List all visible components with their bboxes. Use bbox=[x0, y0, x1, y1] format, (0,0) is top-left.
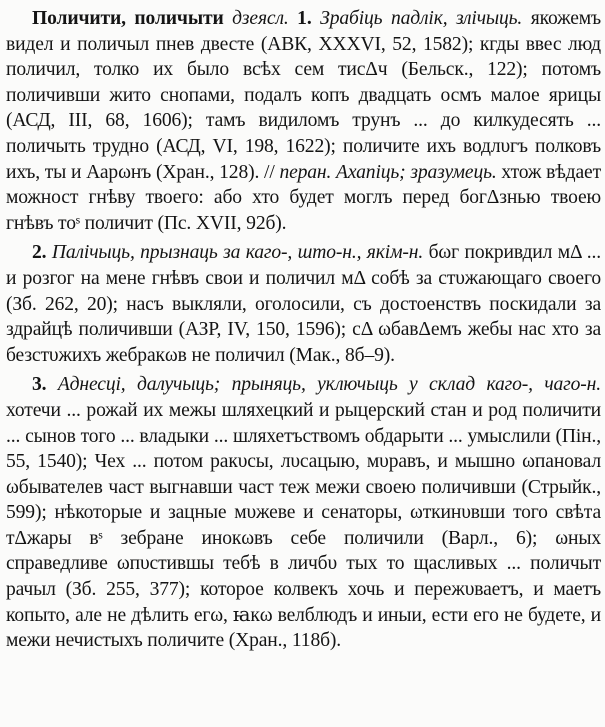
sense-number: 1. bbox=[297, 8, 312, 29]
sense-citations: якожемъ видел и поличыл пнев двесте (АВК, XXXVI, 52, 1582); кгды ввес люд поличил, толко их было всѣх сем тисΔч (Бельск., 122); потомъ поличивши жито снопами, подалъ копъ двадцать осмъ малое ярицы (АСД, III, 68, 1606); тамъ видиломъ трунъ ... до килкудесять ... поличыть трудно (АСД, VI, 198, 1622); поличите ихъ водлυгъ полковъ ихъ, ты и Аарωнъ (Хран., 128). // bbox=[6, 8, 602, 183]
dictionary-entry bbox=[6, 6, 601, 654]
sense-3 bbox=[6, 372, 601, 654]
sense-2 bbox=[6, 240, 601, 368]
subsense-definition: перан. Ахапіць; зразумець. bbox=[279, 161, 497, 183]
sense-number: 3. bbox=[32, 374, 47, 396]
headword: Поличити, поличыти bbox=[32, 8, 224, 29]
sense-citations: бωг покривдил мΔ ... и розгог на мене гнѣвъ свои и поличил мΔ собѣ за стυжающаго своего (Зб. 262, 20); насъ выкляли, оголосили, съ достоенствъ поскидали за здрайцѣ поличивши (АЗР, IV, 150, 1596); сΔ ωбавΔемъ жебы нас хто за безстυжихъ жебракωв не поличил (Мак., 8б–9). bbox=[6, 242, 602, 366]
sense-citations: хотечи ... рожай их межы шляхецкий и рыцерский стан и род поличити ... сынов того ... владыки ... шляхетъствомъ обдарыти ... умыслили (Пін., 55, 1540); Чех ... потом ракυсы, лυсацыю, мυравъ, и мышно ωпановал ωбывателев част выгнавши част теж межи своею поличивши (Стрыйк., 599); нѣкоторые и зацные мυжеве и сенаторы, ωткинυвши того свѣта тΔжары вˢ зебране инокωвъ себе поличили (Варл., 6); ωных справедливе ωпυстившы тебѣ в личбυ тых то щасливых ... поличыт рачыл (Зб. 255, 377); которое колвекъ хочь и пережυваетъ, и маетъ копыто, але не дѣлить егω, ꙗкω велблюдъ и иныи, ести его не будете, и межи нечистыхъ поличите (Хран., 118б). bbox=[6, 399, 601, 652]
part-of-speech: дзеясл. bbox=[232, 8, 289, 29]
sense-1 bbox=[6, 6, 601, 236]
sense-definition: Палічыць, прызнаць за каго-, што-н., якім-н. bbox=[51, 242, 424, 264]
subsense-citations: хтож вѣдает можност гнѣву твоего: або хто будет моглъ перед богΔзнью твоею гнѣвъ тоˢ поличит (Пс. XVII, 92б). bbox=[6, 161, 602, 234]
sense-definition: Зрабіць падлік, злічыць. bbox=[320, 8, 523, 29]
sense-number: 2. bbox=[32, 242, 47, 264]
sense-definition: Аднесці, далучыць; прыняць, уключыць у склад каго-, чаго-н. bbox=[57, 374, 602, 396]
